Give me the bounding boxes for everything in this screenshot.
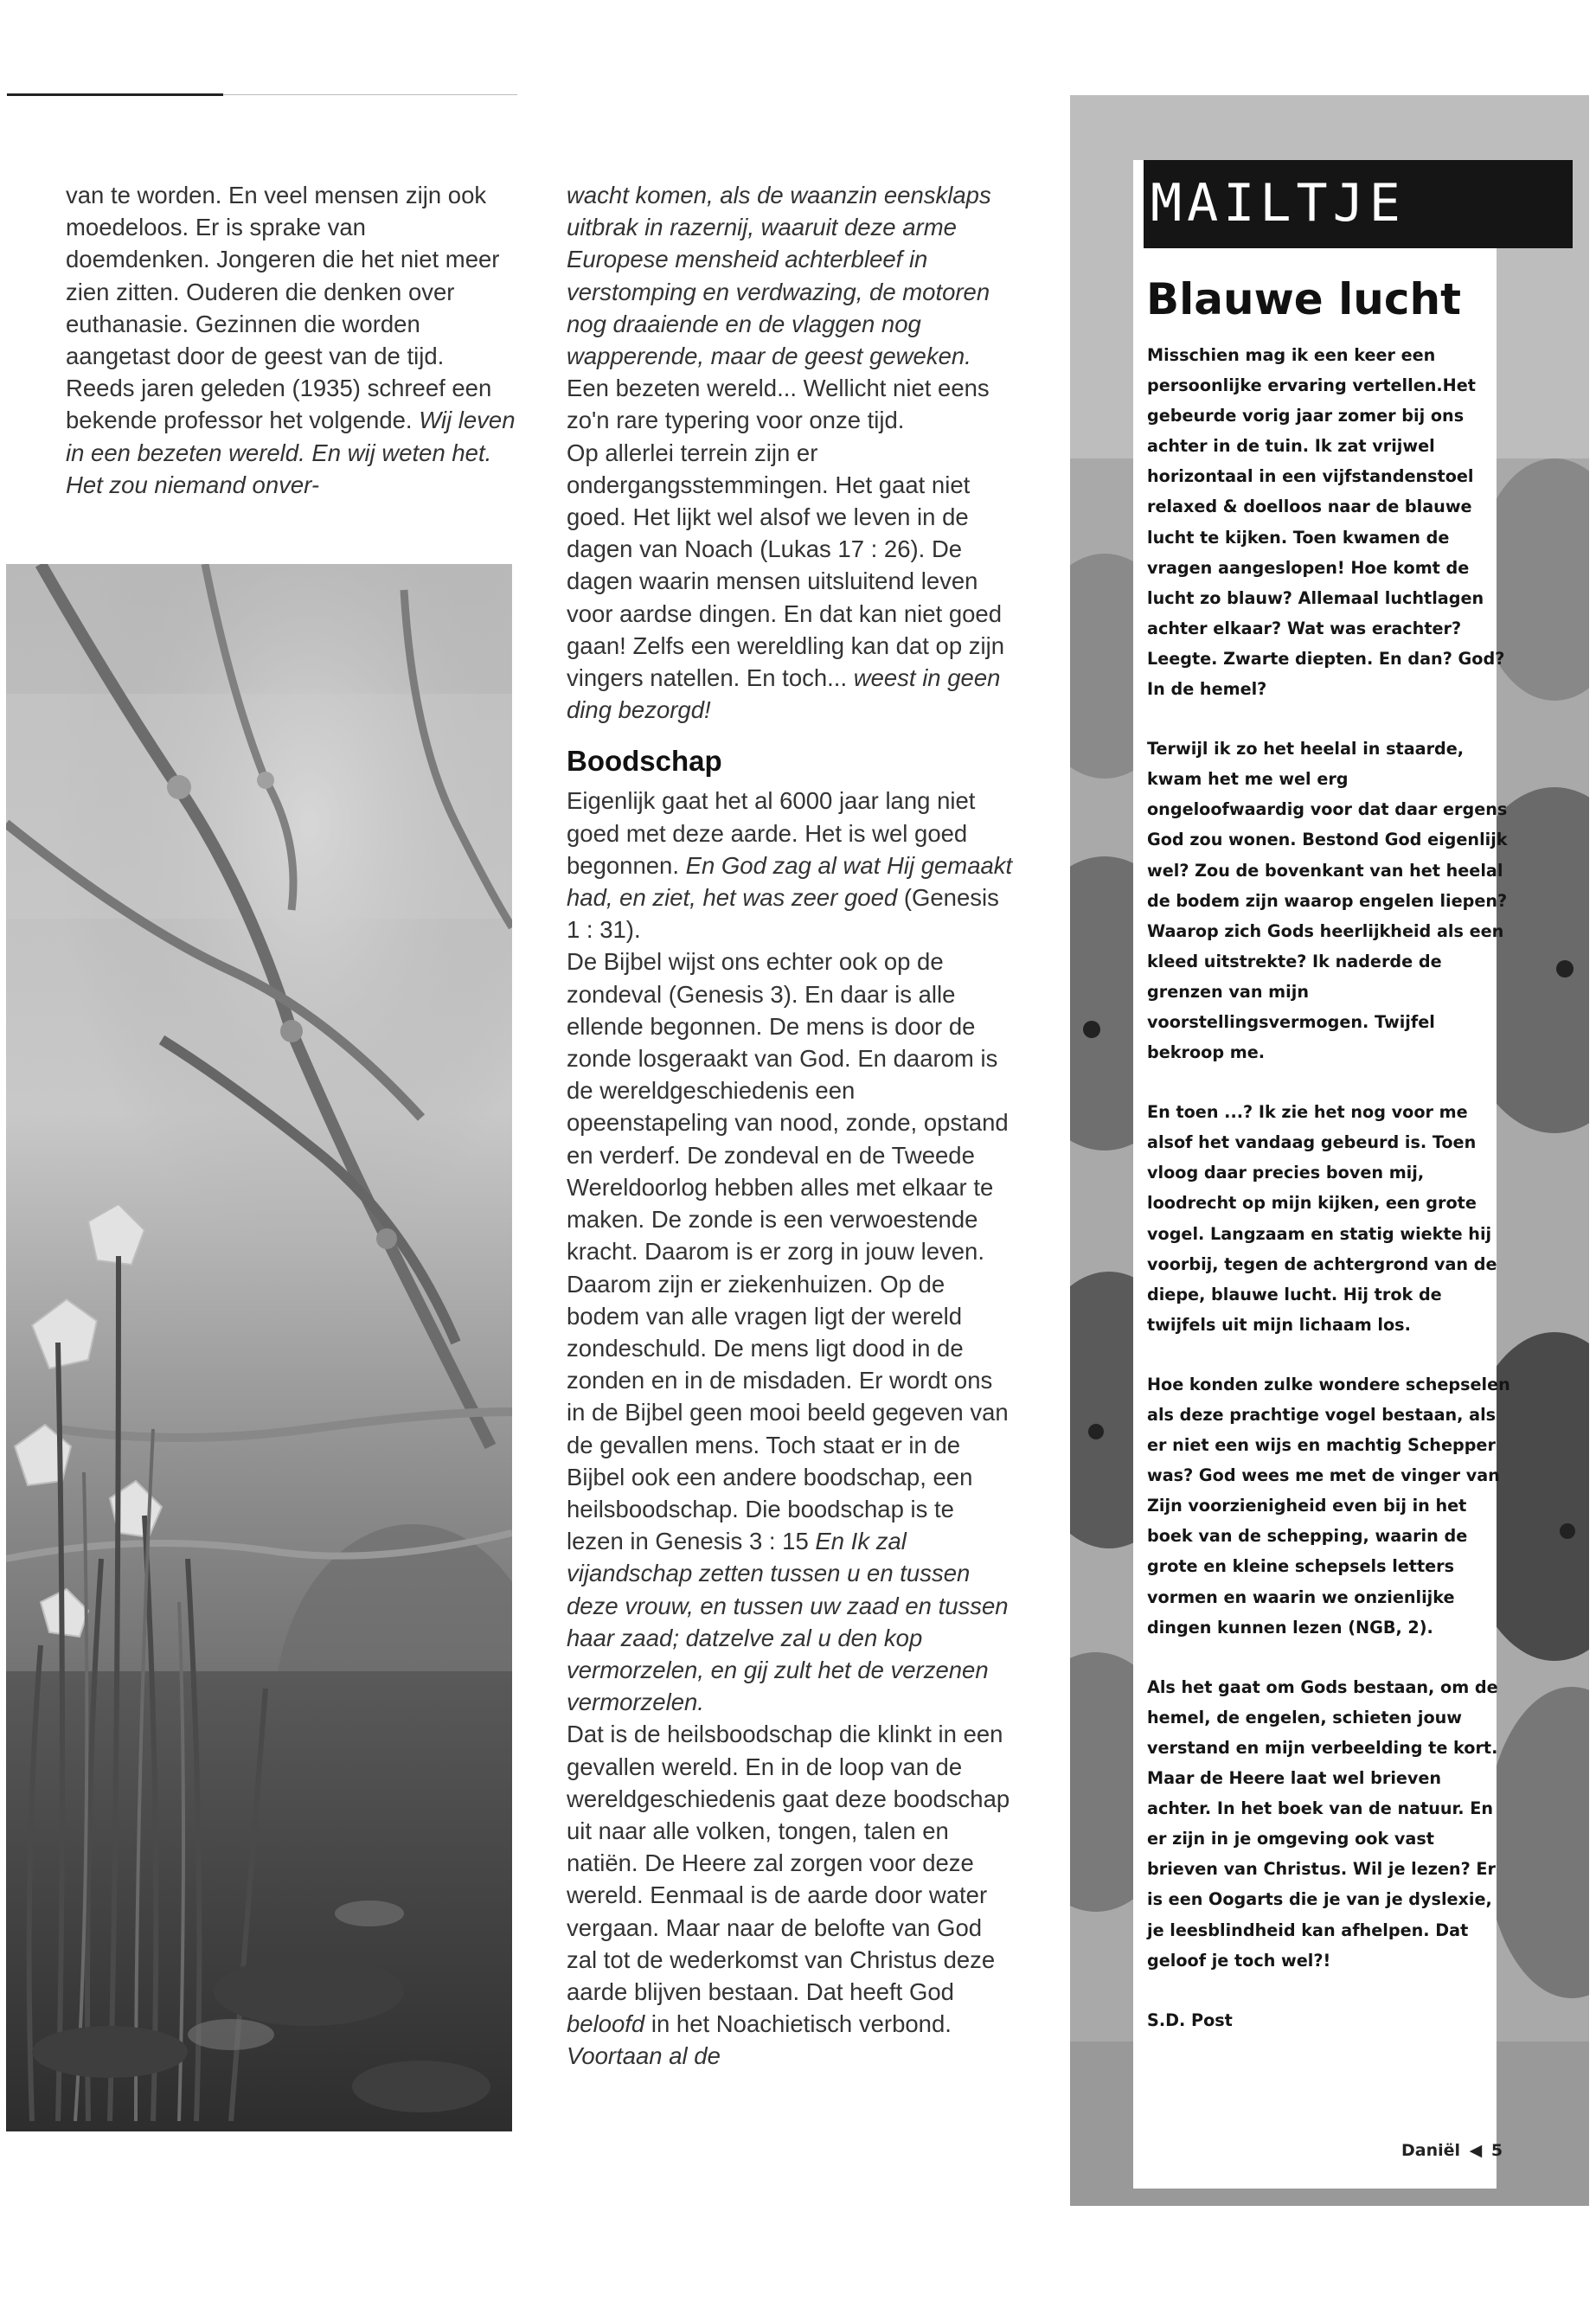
daffodil-branch-image bbox=[6, 564, 512, 2131]
sidebar-paragraph: En toen ...? Ik zie het nog voor me alsof het vandaag gebeurd is. Toen vloog daar precies boven mij, loodrecht op mijn kijken, een grote vogel. Langzaam en statig wiekte hij voorbij, tegen de achtergrond van de diepe, blauwe lucht. Hij trok de twijfels uit mijn lichaam los. bbox=[1147, 1102, 1497, 1335]
text-column-1 bbox=[66, 179, 516, 501]
column2-paragraph-3: Eigenlijk gaat het al 6000 jaar lang niet goed met deze aarde. Het is wel goed begonnen. En God zag al wat Hij gemaakt had, en ziet, het was zeer goed (Genesis 1 : 31). bbox=[567, 787, 1013, 944]
page-folio bbox=[1401, 2141, 1503, 2160]
sidebar-paragraph: Hoe konden zulke wondere schepselen als deze prachtige vogel bestaan, als er niet een wijs en machtig Schepper was? God wees me met de vinger van Zijn voorzienigheid even bij in het boek van de schepping, waarin de grote en kleine schepsels letters vormen en waarin we onzienlijke dingen kunnen lezen (NGB, 2). bbox=[1147, 1374, 1510, 1638]
column2-paragraph-1: wacht komen, als de waanzin eensklaps uitbrak in razernij, waaruit deze arme Europese mensheid achterbleef in verstomping en verdwazing, de motoren nog draaiende en de vlaggen nog wapperende, maar de geest geweken. Een bezeten wereld... Wellicht niet eens zo'n rare typering voor onze tijd. bbox=[567, 182, 991, 434]
top-rule-thin bbox=[223, 94, 517, 95]
daffodil-photo bbox=[6, 564, 512, 2131]
magazine-name: Daniël bbox=[1401, 2141, 1461, 2160]
column2-paragraph-2: Op allerlei terrein zijn er ondergangsstemmingen. Het gaat niet goed. Het lijkt wel alsof we leven in de dagen van Noach (Lukas 17 : 26). De dagen waarin mensen uitsluitend leven voor aardse dingen. En dat kan niet goed gaan! Zelfs een wereldling kan dat op zijn vingers natellen. En toch... weest in geen ding bezorgd! bbox=[567, 439, 1005, 724]
arrow-left-icon: ◀ bbox=[1469, 2141, 1483, 2160]
text-column-2 bbox=[567, 179, 1016, 2073]
author-signature: S.D. Post bbox=[1147, 2009, 1233, 2030]
article-title: Blauwe lucht bbox=[1146, 274, 1461, 324]
sidebar-article bbox=[1147, 340, 1510, 2035]
column1-paragraph: van te worden. En veel mensen zijn ook moedeloos. Er is sprake van doemdenken. Jongeren die het niet meer zien zitten. Ouderen die denken over euthanasie. Gezinnen die worden aangetast door de geest van de tijd. Reeds jaren geleden (1935) schreef een bekende professor het volgende. Wij leven in een bezeten wereld. En wij weten het. Het zou niemand onver- bbox=[66, 182, 516, 498]
mailtje-text: MAILTJE bbox=[1151, 173, 1406, 234]
sidebar-paragraph: Als het gaat om Gods bestaan, om de hemel, de engelen, schieten jouw verstand en mijn verbeelding te kort. Maar de Heere laat wel brieven achter. In het boek van de natuur. En er zijn in je omgeving ook vast brieven van Christus. Wil je lezen? Er is een Oogarts die je van je dyslexie, je leesblindheid kan afhelpen. Dat geloof je toch wel?! bbox=[1147, 1676, 1498, 1971]
column2-paragraph-5: Dat is de heilsboodschap die klinkt in een gevallen wereld. En in de loop van de wereldgeschiedenis gaat deze boodschap uit naar alle volken, tongen, talen en natiën. De Heere zal zorgen voor deze wereld. Eenmaal is de aarde door water vergaan. Maar naar de belofte van God zal tot de wederkomst van Christus deze aarde blijven bestaan. Dat heeft God beloofd in het Noachietisch verbond. Voortaan al de bbox=[567, 1721, 1010, 2070]
subheading-boodschap: Boodschap bbox=[567, 745, 722, 778]
top-rule bbox=[7, 93, 223, 96]
sidebar-paragraph: Terwijl ik zo het heelal in staarde, kwam het me wel erg ongeloofwaardig voor dat daar ergens God zou wonen. Bestond God eigenlijk wel? Zou de bovenkant van het heelal de bodem zijn waarop engelen liepen? Waarop zich Gods heerlijkheid als een kleed uitstrekte? Ik naderde de grenzen van mijn voorstellingsvermogen. Twijfel bekroop me. bbox=[1147, 739, 1508, 1063]
sidebar-paragraph: Misschien mag ik een keer een persoonlijke ervaring vertellen.Het gebeurde vorig jaar zomer bij ons achter in de tuin. Ik zat vrijwel horizontaal in een vijfstandenstoel relaxed & doelloos naar de blauwe lucht te kijken. Toen kwamen de vragen aangeslopen! Hoe komt de lucht zo blauw? Allemaal luchtlagen achter elkaar? Wat was erachter? Leegte. Zwarte diepten. En dan? God? In de hemel? bbox=[1147, 345, 1505, 700]
mailtje-label bbox=[1144, 160, 1573, 248]
page-number: 5 bbox=[1490, 2141, 1503, 2160]
column2-paragraph-4: De Bijbel wijst ons echter ook op de zondeval (Genesis 3). En daar is alle ellende begonnen. De mens is door de zonde losgeraakt van God. En daarom is de wereldgeschiedenis een opeenstapeling van nood, zonde, opstand en verderf. De zondeval en de Tweede Wereldoorlog hebben alles met elkaar te maken. De zonde is een verwoestende kracht. Daarom is er zorg in jouw leven. Daarom zijn er ziekenhuizen. Op de bodem van alle vragen ligt der wereld zondeschuld. De mens ligt dood in de zonden en in de misdaden. Er wordt ons in de Bijbel geen mooi beeld gegeven van de gevallen mens. Toch staat er in de Bijbel ook een andere boodschap, een heilsboodschap. Die boodschap is te lezen in Genesis 3 : 15 En Ik zal vijandschap zetten tussen u en tussen deze vrouw, en tussen uw zaad en tussen haar zaad; datzelve zal u den kop vermorzelen, en gij zult het de verzenen vermorzelen. bbox=[567, 948, 1009, 1716]
